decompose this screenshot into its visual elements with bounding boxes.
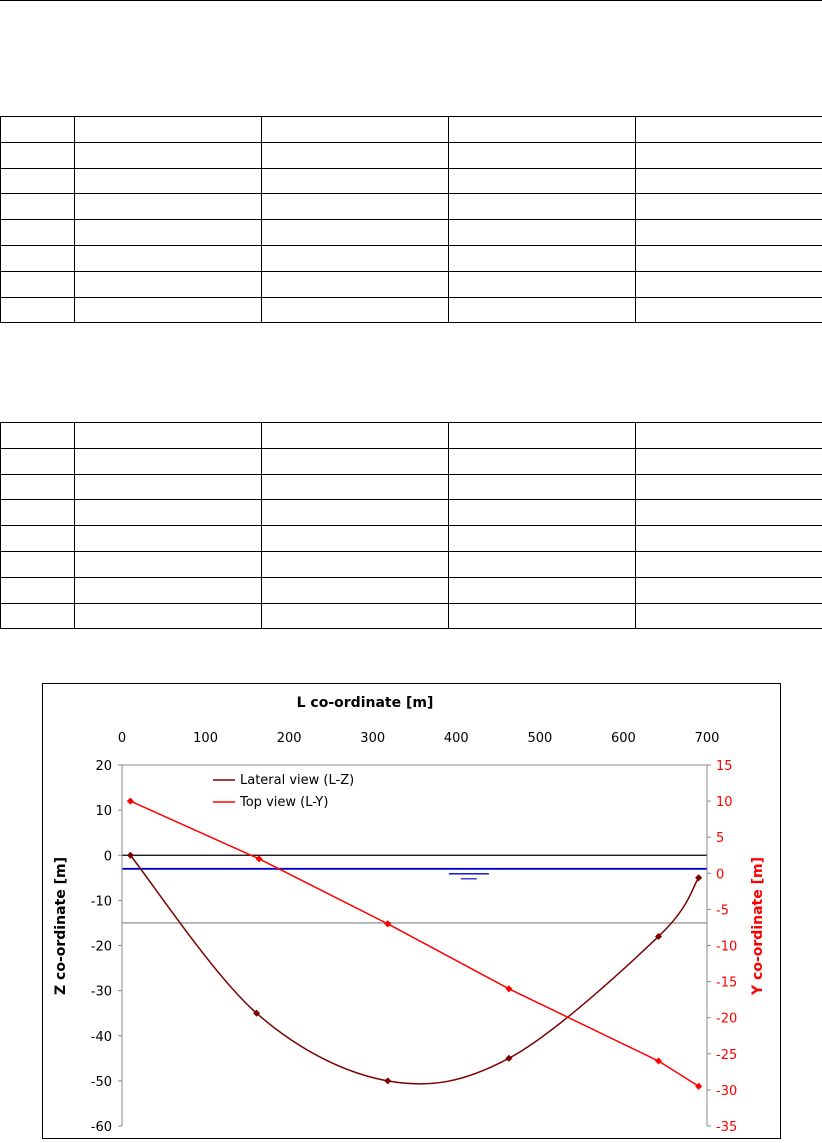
legend-label: Lateral view (L-Z)	[240, 773, 355, 788]
table-cell	[75, 142, 262, 168]
table-cell	[75, 551, 262, 577]
table-cell	[75, 500, 262, 526]
table-cell	[449, 551, 636, 577]
series-marker	[695, 1083, 702, 1090]
table-cell	[449, 297, 636, 323]
table-cell	[75, 117, 262, 143]
table-cell	[75, 297, 262, 323]
table-cell	[1, 220, 75, 246]
table-cell	[1, 194, 75, 220]
table-row	[1, 245, 822, 271]
table-cell	[262, 500, 449, 526]
water-level-symbol	[449, 874, 489, 879]
y-right-tick-label: -35	[716, 1120, 738, 1135]
table-cell	[1, 168, 75, 194]
route-profile-chart	[43, 684, 780, 1138]
table-cell	[75, 245, 262, 271]
table-cell	[636, 603, 822, 629]
table-cell	[75, 603, 262, 629]
y-left-tick-label: 0	[103, 849, 112, 865]
table-cell	[262, 245, 449, 271]
series-line	[130, 855, 698, 1084]
reference-lines	[122, 855, 707, 923]
series-marker	[695, 874, 702, 881]
table-row	[1, 577, 822, 603]
table-cell	[1, 603, 75, 629]
table-cell	[636, 526, 822, 552]
table-cell	[636, 194, 822, 220]
table-cell	[449, 603, 636, 629]
series-marker	[127, 798, 134, 805]
table-row	[1, 117, 822, 143]
table-cell	[449, 194, 636, 220]
table-cell	[1, 448, 75, 474]
page-top-rule	[0, 0, 822, 1]
y-right-tick-label: 15	[716, 759, 733, 774]
table-row	[1, 500, 822, 526]
y-right-tick-label: -15	[716, 975, 738, 991]
table-row	[1, 220, 822, 246]
table-cell	[1, 271, 75, 297]
table-cell	[1, 526, 75, 552]
table-cell	[636, 117, 822, 143]
table-cell	[449, 474, 636, 500]
y-left-tick-label: 20	[95, 759, 112, 774]
x-tick-label: 600	[611, 731, 636, 746]
table-cell	[75, 423, 262, 449]
data-table-2	[0, 422, 822, 629]
table-cell	[1, 551, 75, 577]
table-cell	[75, 577, 262, 603]
x-tick-label: 400	[443, 731, 469, 746]
table-cell	[449, 500, 636, 526]
table-cell	[1, 142, 75, 168]
table-row	[1, 423, 822, 449]
table-row	[1, 526, 822, 552]
table-cell	[636, 474, 822, 500]
y-left-tick-label: -20	[90, 939, 112, 955]
y-left-tick-label: -30	[90, 984, 112, 1000]
table-cell	[75, 220, 262, 246]
table-cell	[262, 577, 449, 603]
table-cell	[636, 577, 822, 603]
series-marker	[384, 920, 391, 927]
x-tick-label: 200	[276, 731, 302, 746]
table-cell	[1, 117, 75, 143]
y-right-tick-label: 10	[716, 795, 733, 811]
table-cell	[75, 271, 262, 297]
table-cell	[636, 168, 822, 194]
y-left-tick-label: -50	[90, 1074, 112, 1090]
series-marker	[505, 985, 512, 992]
x-tick-label: 700	[694, 731, 720, 746]
x-tick-label: 500	[527, 731, 553, 746]
table-row	[1, 603, 822, 629]
data-table-1	[0, 116, 822, 323]
table-cell	[449, 245, 636, 271]
series-marker	[256, 855, 263, 862]
table-cell	[449, 526, 636, 552]
table-row	[1, 142, 822, 168]
table-cell	[636, 220, 822, 246]
table-cell	[262, 423, 449, 449]
series-group	[127, 798, 702, 1090]
x-tick-label: 0	[117, 731, 127, 746]
table-cell	[1, 297, 75, 323]
table-cell	[262, 117, 449, 143]
table-cell	[449, 423, 636, 449]
table-cell	[636, 551, 822, 577]
table-cell	[262, 168, 449, 194]
y-right-tick-label: -5	[716, 903, 729, 919]
y-left-tick-label: 10	[95, 804, 112, 820]
chart-legend	[213, 773, 354, 810]
table-cell	[636, 142, 822, 168]
chart-frame	[42, 683, 781, 1139]
table-cell	[262, 603, 449, 629]
table-cell	[75, 526, 262, 552]
table-cell	[75, 194, 262, 220]
y-left-axis-title: Z co-ordinate [m]	[53, 857, 69, 995]
table-cell	[75, 168, 262, 194]
x-tick-label: 100	[193, 731, 218, 746]
table-cell	[449, 577, 636, 603]
table-cell	[636, 271, 822, 297]
table-cell	[262, 297, 449, 323]
y-left-tick-label: -10	[90, 894, 112, 910]
series-marker	[505, 1055, 512, 1062]
y-left-tick-label: -60	[90, 1120, 112, 1135]
table-cell	[449, 168, 636, 194]
table-cell	[1, 245, 75, 271]
y-right-tick-label: -25	[716, 1047, 738, 1063]
y-right-tick-label: 5	[716, 831, 725, 847]
y-left-tick-label: -40	[90, 1029, 112, 1045]
table-row	[1, 194, 822, 220]
table-cell	[449, 117, 636, 143]
series-marker	[384, 1077, 391, 1084]
y-right-tick-label: 0	[716, 867, 725, 883]
table-row	[1, 271, 822, 297]
table-cell	[262, 271, 449, 297]
table-row	[1, 168, 822, 194]
table-cell	[449, 271, 636, 297]
table-row	[1, 297, 822, 323]
table-cell	[1, 500, 75, 526]
table-cell	[636, 500, 822, 526]
table-cell	[262, 194, 449, 220]
table-cell	[636, 448, 822, 474]
table-cell	[636, 297, 822, 323]
y-right-tick-label: -10	[716, 939, 738, 955]
table-cell	[1, 423, 75, 449]
legend-label: Top view (L-Y)	[240, 795, 329, 810]
table-cell	[449, 220, 636, 246]
series-line	[130, 801, 698, 1086]
table-row	[1, 474, 822, 500]
table-cell	[75, 448, 262, 474]
table-cell	[636, 423, 822, 449]
table-cell	[262, 448, 449, 474]
table-cell	[262, 526, 449, 552]
y-right-tick-label: -30	[716, 1083, 738, 1099]
table-cell	[75, 474, 262, 500]
table-cell	[1, 474, 75, 500]
table-cell	[636, 245, 822, 271]
table-cell	[262, 220, 449, 246]
table-row	[1, 448, 822, 474]
table-cell	[1, 577, 75, 603]
series-marker	[655, 1057, 662, 1064]
x-tick-label: 300	[360, 731, 386, 746]
x-axis-title: L co-ordinate [m]	[296, 695, 434, 711]
table-cell	[262, 142, 449, 168]
table-cell	[449, 142, 636, 168]
table-row	[1, 551, 822, 577]
y-right-axis-title: Y co-ordinate [m]	[750, 857, 766, 995]
y-right-tick-label: -20	[716, 1011, 738, 1027]
table-cell	[262, 551, 449, 577]
table-cell	[449, 448, 636, 474]
table-cell	[262, 474, 449, 500]
